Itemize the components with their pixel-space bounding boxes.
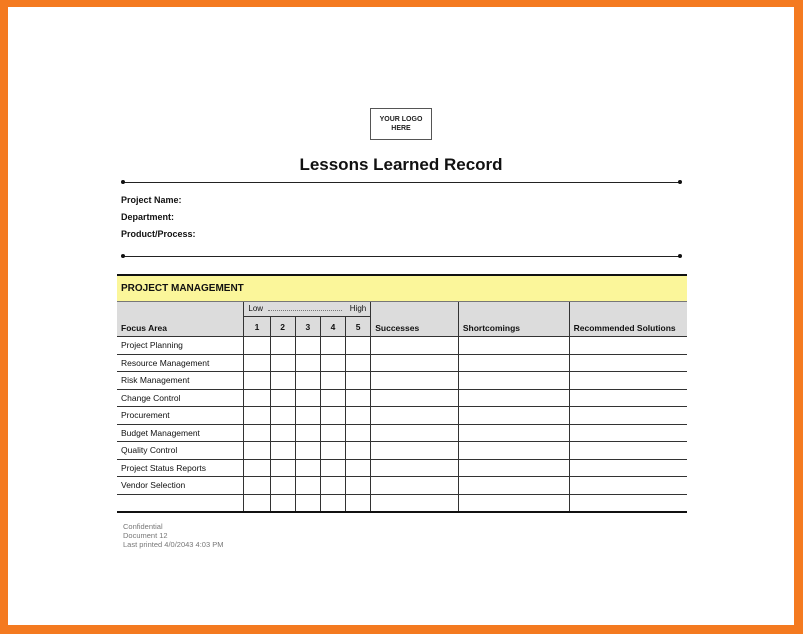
- footer-confidential: Confidential: [123, 522, 163, 531]
- rating-cell[interactable]: [270, 477, 295, 495]
- table-row: [117, 407, 687, 425]
- rating-cell[interactable]: [295, 337, 320, 355]
- table-row: [117, 372, 687, 390]
- focus-area-cell: Quality Control: [117, 442, 244, 460]
- rating-cell[interactable]: [295, 424, 320, 442]
- rating-cell[interactable]: [270, 424, 295, 442]
- rating-cell[interactable]: [320, 477, 345, 495]
- lessons-table: [117, 274, 687, 513]
- rating-cell[interactable]: [244, 442, 270, 460]
- rating-cell[interactable]: [320, 389, 345, 407]
- table-row: [117, 424, 687, 442]
- rating-cell[interactable]: [295, 442, 320, 460]
- rating-cell[interactable]: [244, 424, 270, 442]
- focus-area-cell: Project Status Reports: [117, 459, 244, 477]
- focus-area-cell: Resource Management: [117, 354, 244, 372]
- scale-low-label: Low: [248, 304, 264, 313]
- entry-cell[interactable]: [371, 424, 459, 442]
- scale-high-label: High: [349, 304, 367, 313]
- entry-cell[interactable]: [569, 407, 687, 425]
- entry-cell[interactable]: [458, 459, 569, 477]
- entry-cell[interactable]: [371, 442, 459, 460]
- rating-cell[interactable]: [320, 354, 345, 372]
- document-page: [8, 7, 794, 625]
- rating-cell[interactable]: [244, 372, 270, 390]
- logo-text-line1: YOUR LOGO: [379, 116, 423, 123]
- rating-cell[interactable]: [244, 354, 270, 372]
- scale-4: 4: [320, 317, 345, 337]
- rating-cell[interactable]: [270, 337, 295, 355]
- logo-placeholder: [370, 108, 432, 140]
- scale-3: 3: [295, 317, 320, 337]
- scale-5: 5: [346, 317, 371, 337]
- rating-cell[interactable]: [295, 354, 320, 372]
- entry-cell[interactable]: [458, 354, 569, 372]
- rating-cell[interactable]: [320, 337, 345, 355]
- top-divider: [123, 182, 680, 183]
- table-row: [117, 494, 687, 512]
- section-header-row: [117, 275, 687, 302]
- entry-cell[interactable]: [569, 354, 687, 372]
- entry-cell[interactable]: [458, 372, 569, 390]
- entry-cell[interactable]: [569, 424, 687, 442]
- rating-cell[interactable]: [270, 389, 295, 407]
- section-title: PROJECT MANAGEMENT: [117, 275, 687, 302]
- entry-cell[interactable]: [371, 354, 459, 372]
- table-row: [117, 389, 687, 407]
- rating-cell[interactable]: [270, 442, 295, 460]
- rating-cell[interactable]: [270, 459, 295, 477]
- rating-cell[interactable]: [244, 407, 270, 425]
- rating-cell[interactable]: [320, 407, 345, 425]
- rating-cell[interactable]: [346, 424, 371, 442]
- solutions-header: Recommended Solutions: [569, 302, 687, 337]
- rating-cell[interactable]: [270, 354, 295, 372]
- rating-cell[interactable]: [346, 442, 371, 460]
- rating-cell[interactable]: [320, 494, 345, 512]
- table-row: [117, 442, 687, 460]
- rating-cell[interactable]: [270, 407, 295, 425]
- rating-cell[interactable]: [270, 494, 295, 512]
- project-name-label: Project Name:: [121, 195, 182, 205]
- focus-area-cell: Project Planning: [117, 337, 244, 355]
- entry-cell[interactable]: [458, 494, 569, 512]
- entry-cell[interactable]: [371, 459, 459, 477]
- rating-cell[interactable]: [346, 477, 371, 495]
- rating-cell[interactable]: [295, 494, 320, 512]
- rating-cell[interactable]: [320, 424, 345, 442]
- entry-cell[interactable]: [458, 407, 569, 425]
- table-row: [117, 477, 687, 495]
- entry-cell[interactable]: [458, 442, 569, 460]
- rating-cell[interactable]: [244, 494, 270, 512]
- focus-area-cell: [117, 494, 244, 512]
- rating-cell[interactable]: [244, 459, 270, 477]
- rating-cell[interactable]: [346, 372, 371, 390]
- table-row: [117, 337, 687, 355]
- rating-cell[interactable]: [295, 389, 320, 407]
- entry-cell[interactable]: [569, 442, 687, 460]
- rating-cell[interactable]: [320, 442, 345, 460]
- product-process-label: Product/Process:: [121, 229, 196, 239]
- entry-cell[interactable]: [371, 494, 459, 512]
- focus-area-header: Focus Area: [117, 302, 244, 337]
- footer-document: Document 12: [123, 531, 168, 540]
- rating-cell[interactable]: [346, 407, 371, 425]
- entry-cell[interactable]: [458, 424, 569, 442]
- rating-cell[interactable]: [244, 477, 270, 495]
- entry-cell[interactable]: [371, 372, 459, 390]
- scale-1: 1: [244, 317, 270, 337]
- rating-cell[interactable]: [346, 494, 371, 512]
- entry-cell[interactable]: [569, 337, 687, 355]
- entry-cell[interactable]: [569, 459, 687, 477]
- scale-dotted-line: [268, 310, 342, 311]
- rating-cell[interactable]: [295, 477, 320, 495]
- entry-cell[interactable]: [569, 477, 687, 495]
- table-row: [117, 354, 687, 372]
- focus-area-cell: Budget Management: [117, 424, 244, 442]
- focus-area-cell: Procurement: [117, 407, 244, 425]
- focus-area-cell: Vendor Selection: [117, 477, 244, 495]
- rating-cell[interactable]: [346, 354, 371, 372]
- rating-cell[interactable]: [320, 459, 345, 477]
- rating-cell[interactable]: [295, 459, 320, 477]
- rating-cell[interactable]: [244, 389, 270, 407]
- document-footer: [123, 522, 224, 549]
- table-row: [117, 459, 687, 477]
- rating-scale-header: [244, 302, 371, 317]
- entry-cell[interactable]: [458, 389, 569, 407]
- focus-area-cell: Change Control: [117, 389, 244, 407]
- rating-cell[interactable]: [295, 372, 320, 390]
- page-title: Lessons Learned Record: [299, 155, 503, 174]
- logo-text-line2: HERE: [391, 125, 411, 132]
- header-row-1: [117, 302, 687, 317]
- entry-cell[interactable]: [458, 337, 569, 355]
- rating-cell[interactable]: [270, 372, 295, 390]
- footer-last-printed: Last printed 4/0/2043 4:03 PM: [123, 540, 224, 549]
- scale-2: 2: [270, 317, 295, 337]
- entry-cell[interactable]: [569, 494, 687, 512]
- shortcomings-header: Shortcomings: [458, 302, 569, 337]
- entry-cell[interactable]: [371, 407, 459, 425]
- entry-cell[interactable]: [371, 477, 459, 495]
- rating-cell[interactable]: [346, 337, 371, 355]
- rating-cell[interactable]: [244, 337, 270, 355]
- rating-cell[interactable]: [295, 407, 320, 425]
- rating-cell[interactable]: [346, 459, 371, 477]
- rating-cell[interactable]: [320, 372, 345, 390]
- entry-cell[interactable]: [371, 337, 459, 355]
- department-label: Department:: [121, 212, 175, 222]
- rating-cell[interactable]: [346, 389, 371, 407]
- entry-cell[interactable]: [458, 477, 569, 495]
- entry-cell[interactable]: [371, 389, 459, 407]
- entry-cell[interactable]: [569, 389, 687, 407]
- focus-area-cell: Risk Management: [117, 372, 244, 390]
- entry-cell[interactable]: [569, 372, 687, 390]
- fields-divider: [123, 256, 680, 257]
- successes-header: Successes: [371, 302, 459, 337]
